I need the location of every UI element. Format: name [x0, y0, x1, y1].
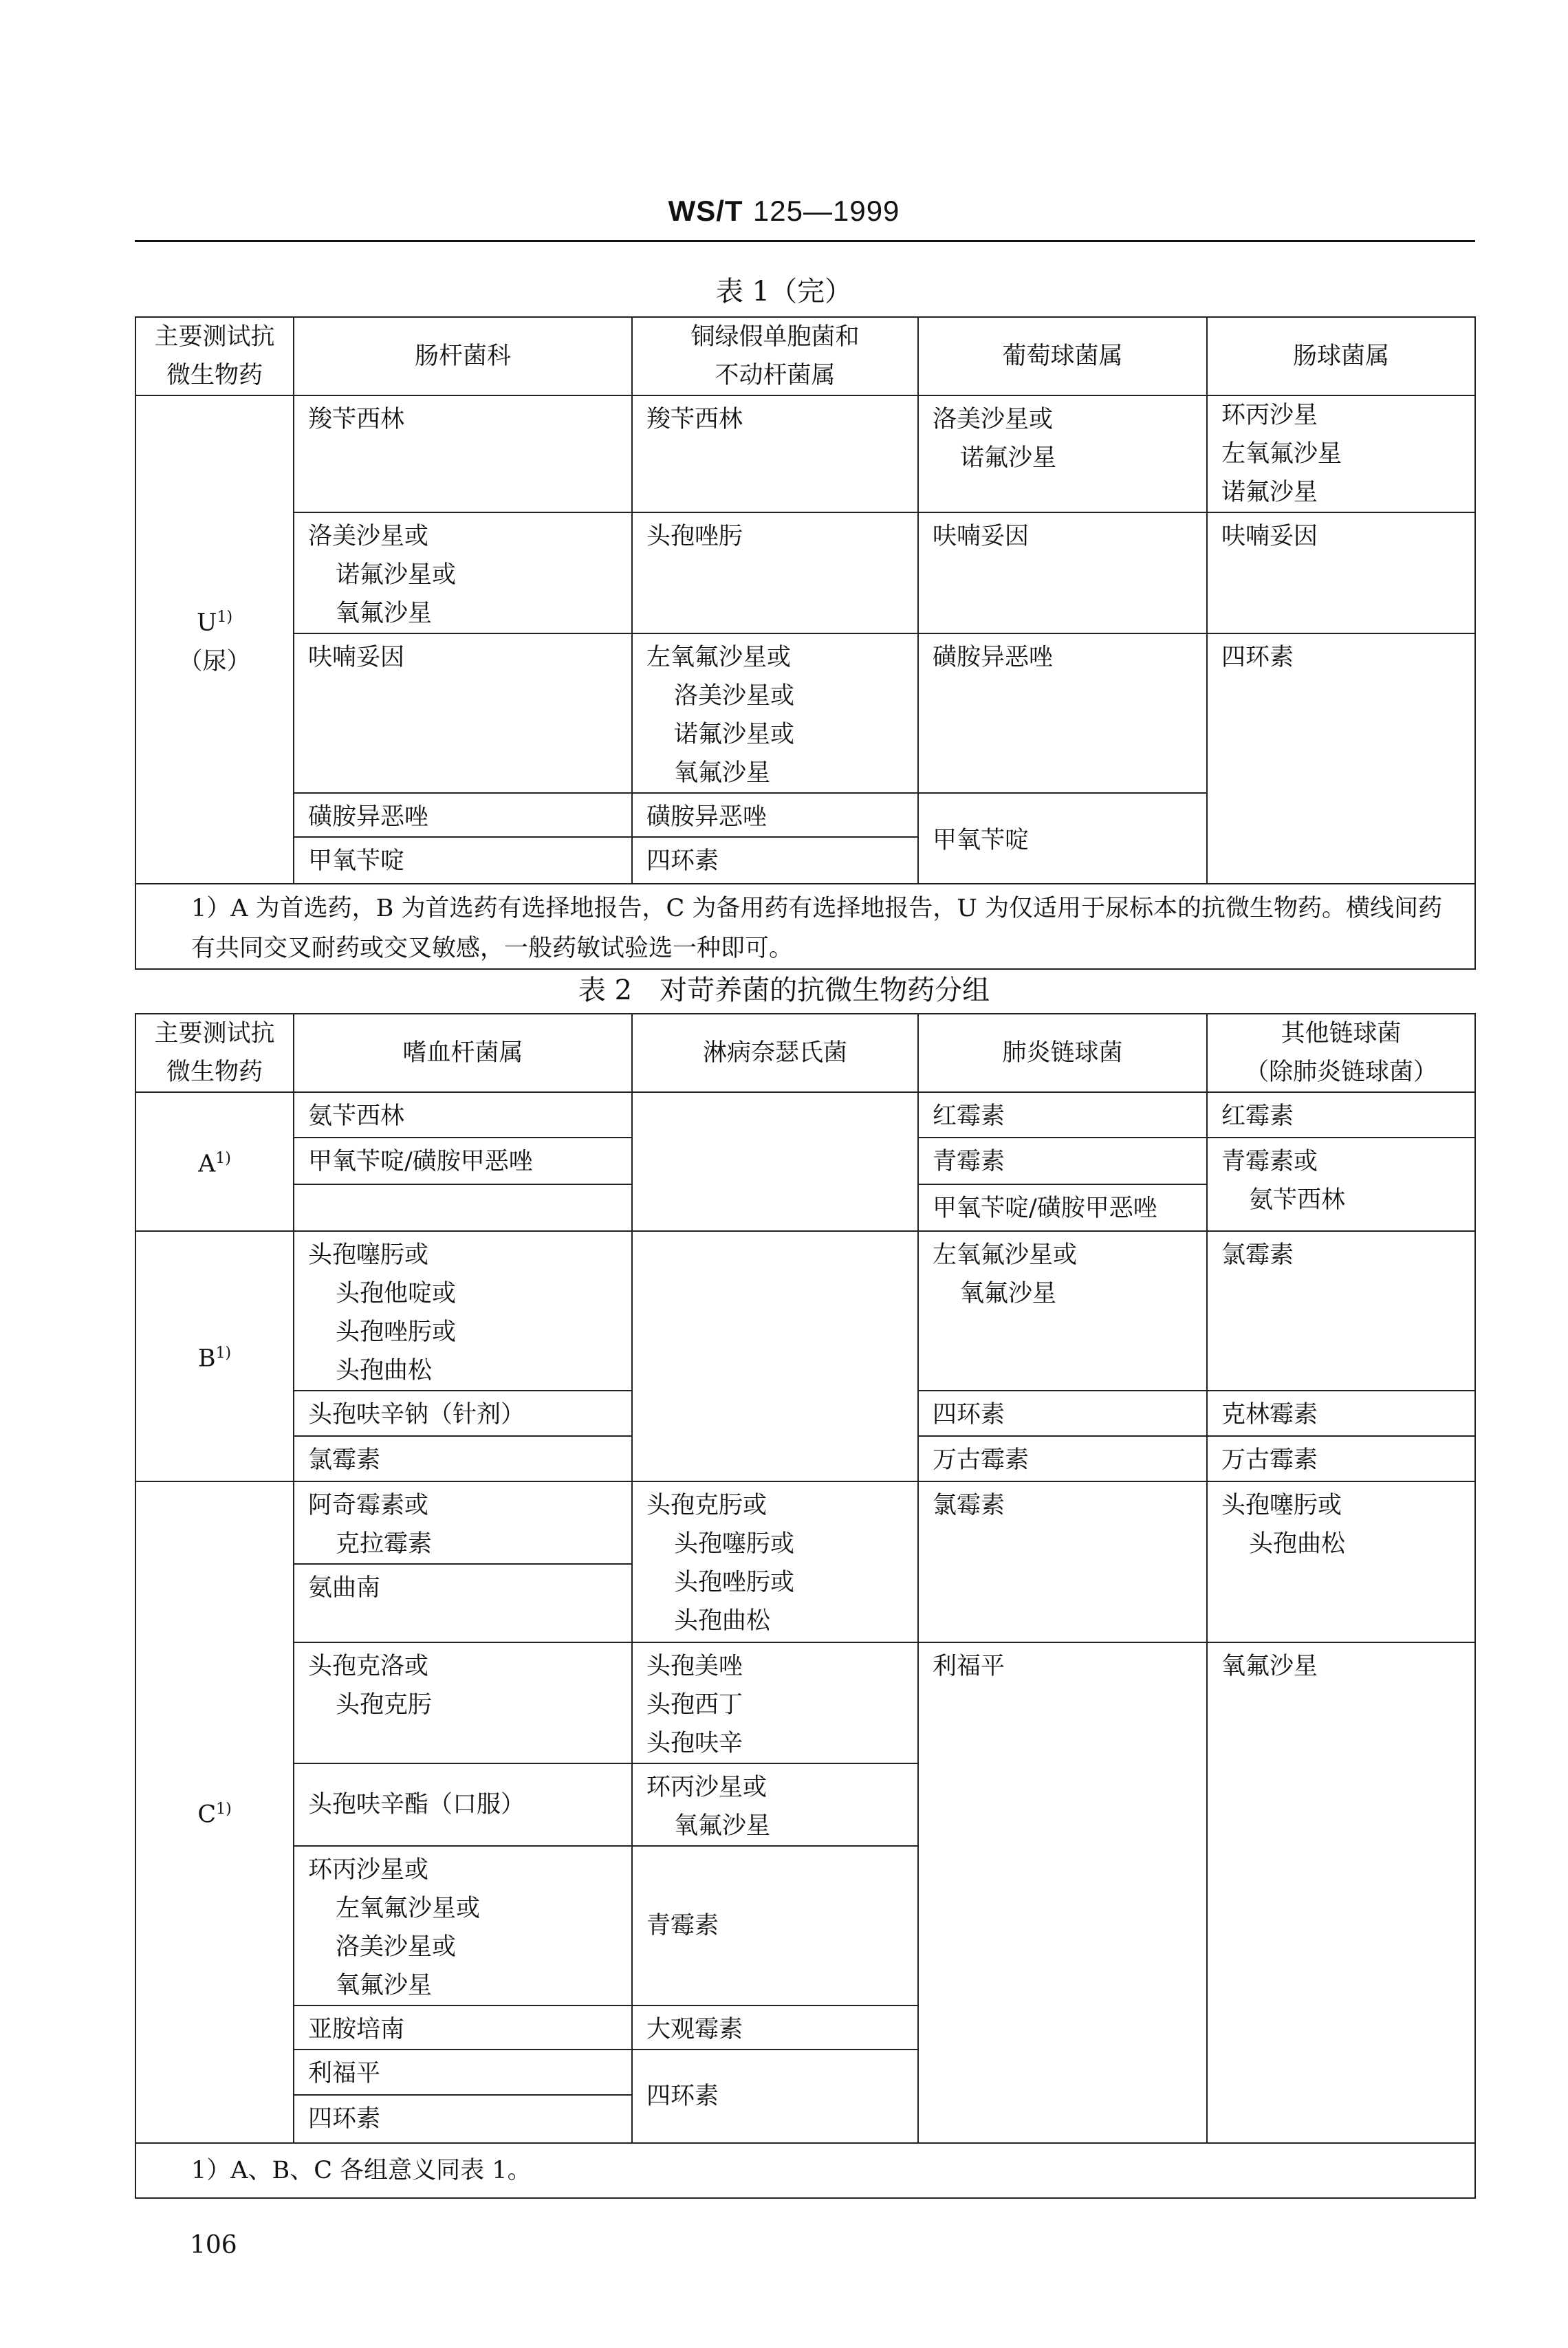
table-cell: [632, 1763, 918, 1846]
table-row: [135, 1642, 1475, 1763]
header-line: 主要测试抗: [154, 323, 275, 351]
footnote-mark: 1): [215, 1345, 232, 1362]
drug-name: 左氧氟沙星或: [933, 1241, 1078, 1269]
table1-header-row: [135, 317, 1475, 395]
drug-name: 头孢噻肟或: [1221, 1492, 1342, 1519]
table2-col-header-other-streptococcus: [1207, 1014, 1475, 1092]
header-line: 微生物药: [166, 1058, 263, 1086]
table1-col-header-enterobacteriaceae: 肠杆菌科: [294, 317, 632, 395]
table-cell: [1207, 395, 1475, 512]
drug-name: 氯霉素: [933, 1492, 1005, 1519]
table-row: [135, 1092, 1475, 1138]
drug-name: 四环素: [933, 1401, 1005, 1428]
drug-name: 氧氟沙星: [336, 1972, 433, 1999]
table-cell: [918, 1391, 1207, 1436]
table-cell: [294, 793, 632, 837]
table2-header-row: [135, 1014, 1475, 1092]
table-cell: [294, 1231, 632, 1391]
drug-name: 阿奇霉素或: [308, 1492, 429, 1519]
drug-name: 磺胺异恶唑: [646, 803, 767, 831]
drug-name: 诺氟沙星或: [336, 561, 457, 589]
standard-number: 125—1999: [752, 195, 900, 227]
table-cell: [1207, 1642, 1475, 2143]
table-cell: [294, 2005, 632, 2050]
table-cell: [918, 395, 1207, 512]
drug-name: 万古霉素: [933, 1446, 1030, 1474]
table-cell: [918, 1184, 1207, 1231]
table-cell: [294, 1846, 632, 2005]
table-cell: [294, 2050, 632, 2095]
drug-name: 头孢曲松: [674, 1607, 771, 1635]
group-label: U: [196, 609, 217, 637]
drug-name: 左氧氟沙星或: [646, 644, 792, 671]
header-line: 不动杆菌属: [715, 362, 836, 389]
table2-col-header-drug: [135, 1014, 294, 1092]
table1-group-u: [135, 395, 294, 884]
drug-name: 四环素: [646, 2083, 719, 2110]
table2-group-a: [135, 1092, 294, 1231]
table-cell: [632, 1092, 918, 1231]
group-label: C: [197, 1801, 217, 1829]
group-label: A: [198, 1150, 216, 1178]
table-cell: [294, 1391, 632, 1436]
drug-name: 氯霉素: [1221, 1241, 1294, 1269]
standard-header: [0, 194, 1568, 228]
table-cell: [1207, 1231, 1475, 1391]
table2-col-header-gonorrhoeae: 淋病奈瑟氏菌: [632, 1014, 918, 1092]
drug-name: 亚胺培南: [308, 2016, 405, 2043]
table-row: [135, 395, 1475, 512]
drug-name: 洛美沙星或: [336, 1933, 457, 1961]
table-cell: [294, 1642, 632, 1763]
drug-name: 氧氟沙星: [674, 759, 771, 787]
drug-name: 洛美沙星或: [674, 682, 795, 710]
table-cell: [632, 1846, 918, 2005]
table-cell: [294, 2095, 632, 2143]
table1-footnote-row: [135, 884, 1475, 969]
table-row: [135, 512, 1475, 633]
table1-caption: 表 1（完）: [715, 276, 853, 307]
table-cell: [1207, 1092, 1475, 1138]
table2-footnote-row: [135, 2143, 1475, 2198]
drug-name: 氧氟沙星: [1221, 1653, 1318, 1680]
drug-name: 环丙沙星: [1221, 402, 1318, 429]
drug-name: 四环素: [646, 847, 719, 875]
drug-name: 左氧氟沙星或: [336, 1895, 481, 1922]
drug-name: 红霉素: [1221, 1102, 1294, 1130]
drug-name: 头孢噻肟或: [308, 1241, 429, 1269]
drug-name: 呋喃妥因: [933, 523, 1030, 550]
table-row: [135, 633, 1475, 793]
drug-name: 环丙沙星或: [308, 1856, 429, 1884]
drug-name: 青霉素或: [1221, 1148, 1318, 1175]
table-cell: [632, 512, 918, 633]
table-cell: [294, 1092, 632, 1138]
table-cell: [294, 395, 632, 512]
drug-name: 头孢曲松: [336, 1357, 433, 1384]
drug-name: 羧苄西林: [646, 406, 743, 433]
drug-name: 头孢克洛或: [308, 1653, 429, 1680]
drug-name: 诺氟沙星或: [674, 721, 795, 748]
drug-name: 头孢曲松: [1249, 1530, 1346, 1558]
table-cell: [632, 1481, 918, 1642]
drug-name: 甲氧苄啶/磺胺甲恶唑: [933, 1195, 1157, 1222]
drug-name: 左氧氟沙星: [1221, 440, 1342, 468]
drug-name: 头孢呋辛酯（口服）: [308, 1791, 525, 1818]
table2-caption: 表 2 对苛养菌的抗微生物药分组: [578, 975, 990, 1006]
table-row: [135, 1231, 1475, 1391]
table-cell: [294, 837, 632, 884]
drug-name: 氨苄西林: [308, 1102, 405, 1130]
table-cell: [294, 1481, 632, 1564]
table-cell: [632, 633, 918, 793]
footnote-mark: 1): [217, 609, 233, 627]
table-cell: [632, 837, 918, 884]
drug-name: 头孢美唑: [646, 1653, 743, 1680]
drug-name: 头孢呋辛钠（针剂）: [308, 1401, 525, 1428]
table-cell: [918, 1436, 1207, 1481]
drug-name: 利福平: [933, 1653, 1005, 1680]
drug-name: 万古霉素: [1221, 1446, 1318, 1474]
group-sub-label: （尿）: [178, 647, 251, 675]
drug-name: 头孢他啶或: [336, 1280, 457, 1307]
table-cell: [294, 1763, 632, 1846]
drug-name: 甲氧苄啶: [308, 847, 405, 875]
drug-name: 磺胺异恶唑: [308, 803, 429, 831]
drug-name: 四环素: [1221, 644, 1294, 671]
page-number: 106: [190, 2231, 237, 2259]
table-cell: [1207, 633, 1475, 884]
table-cell: [918, 512, 1207, 633]
table1: [135, 316, 1476, 970]
header-line: 铜绿假单胞菌和: [690, 323, 860, 351]
table2-group-c: [135, 1481, 294, 2143]
drug-name: 磺胺异恶唑: [933, 644, 1054, 671]
table-cell: [294, 1564, 632, 1642]
drug-name: 头孢唑肟: [646, 523, 743, 550]
drug-name: 呋喃妥因: [1221, 523, 1318, 550]
table-cell: [918, 1231, 1207, 1391]
standard-code: WS/T: [668, 195, 743, 227]
table-cell: [918, 1481, 1207, 1642]
group-label: B: [197, 1345, 216, 1373]
table-row: [135, 1481, 1475, 1564]
drug-name: 克拉霉素: [336, 1530, 433, 1558]
table-cell: [1207, 1138, 1475, 1231]
drug-name: 甲氧苄啶/磺胺甲恶唑: [308, 1148, 533, 1175]
drug-name: 头孢噻肟或: [674, 1530, 795, 1558]
table-cell: [632, 793, 918, 837]
table1-col-header-staphylococcus: 葡萄球菌属: [918, 317, 1207, 395]
table-cell: [1207, 1481, 1475, 1642]
drug-name: 青霉素: [646, 1912, 719, 1939]
table-cell: [632, 1231, 918, 1481]
drug-name: 诺氟沙星: [1221, 479, 1318, 506]
header-line: （除肺炎链球菌）: [1244, 1058, 1437, 1086]
table-cell: [632, 1642, 918, 1763]
header-rule: [135, 240, 1475, 242]
drug-name: 克林霉素: [1221, 1401, 1318, 1428]
table-cell: [632, 2050, 918, 2143]
drug-name: 氯霉素: [308, 1446, 381, 1474]
drug-name: 环丙沙星或: [646, 1774, 767, 1801]
drug-name: 青霉素: [933, 1148, 1005, 1175]
drug-name: 头孢克肟: [336, 1691, 433, 1719]
drug-name: 头孢唑肟或: [336, 1318, 457, 1346]
table1-col-header-drug: [135, 317, 294, 395]
table-cell: [294, 1184, 632, 1231]
table-cell: [1207, 512, 1475, 633]
table-cell: [918, 633, 1207, 793]
footnote-mark: 1): [216, 1801, 232, 1818]
drug-name: 四环素: [308, 2105, 381, 2133]
drug-name: 甲氧苄啶: [933, 827, 1030, 854]
table-cell: [1207, 1436, 1475, 1481]
header-line: 微生物药: [166, 362, 263, 389]
drug-name: 洛美沙星或: [933, 406, 1054, 433]
drug-name: 洛美沙星或: [308, 523, 429, 550]
drug-name: 红霉素: [933, 1102, 1005, 1130]
table-cell: [294, 512, 632, 633]
drug-name: 氨曲南: [308, 1574, 381, 1602]
drug-name: 氧氟沙星: [336, 600, 433, 627]
drug-name: 头孢呋辛: [646, 1730, 743, 1757]
table2-col-header-haemophilus: 嗜血杆菌属: [294, 1014, 632, 1092]
table-cell: [632, 2005, 918, 2050]
table2: [135, 1013, 1476, 2199]
table-cell: [918, 1138, 1207, 1184]
table-cell: [1207, 1391, 1475, 1436]
table1-col-header-enterococcus: 肠球菌属: [1207, 317, 1475, 395]
drug-name: 氧氟沙星: [960, 1280, 1057, 1307]
table-cell: [918, 1092, 1207, 1138]
drug-name: 头孢唑肟或: [674, 1569, 795, 1596]
table-cell: [294, 1138, 632, 1184]
drug-name: 氧氟沙星: [674, 1812, 771, 1840]
drug-name: 羧苄西林: [308, 406, 405, 433]
header-line: 主要测试抗: [154, 1020, 275, 1047]
table2-footnote: 1）A、B、C 各组意义同表 1。: [135, 2143, 1475, 2198]
header-line: 其他链球菌: [1281, 1020, 1402, 1047]
table-cell: [918, 793, 1207, 884]
drug-name: 头孢西丁: [646, 1691, 743, 1719]
table1-footnote: 1）A 为首选药，B 为首选药有选择地报告，C 为备用药有选择地报告，U 为仅适用于尿标本的抗微生物药。横线间药有共同交叉耐药或交叉敏感，一般药敏试验选一种即可。: [135, 884, 1475, 969]
table-cell: [294, 633, 632, 793]
drug-name: 大观霉素: [646, 2016, 743, 2043]
table-cell: [918, 1642, 1207, 2143]
table1-col-header-pseudomonas: [632, 317, 918, 395]
table2-group-b: [135, 1231, 294, 1481]
drug-name: 利福平: [308, 2060, 381, 2087]
drug-name: 氨苄西林: [1249, 1186, 1346, 1214]
drug-name: 呋喃妥因: [308, 644, 405, 671]
footnote-mark: 1): [215, 1150, 231, 1168]
table-cell: [294, 1436, 632, 1481]
drug-name: 头孢克肟或: [646, 1492, 767, 1519]
drug-name: 诺氟沙星: [960, 444, 1057, 472]
table-cell: [632, 395, 918, 512]
table2-col-header-pneumoniae: 肺炎链球菌: [918, 1014, 1207, 1092]
